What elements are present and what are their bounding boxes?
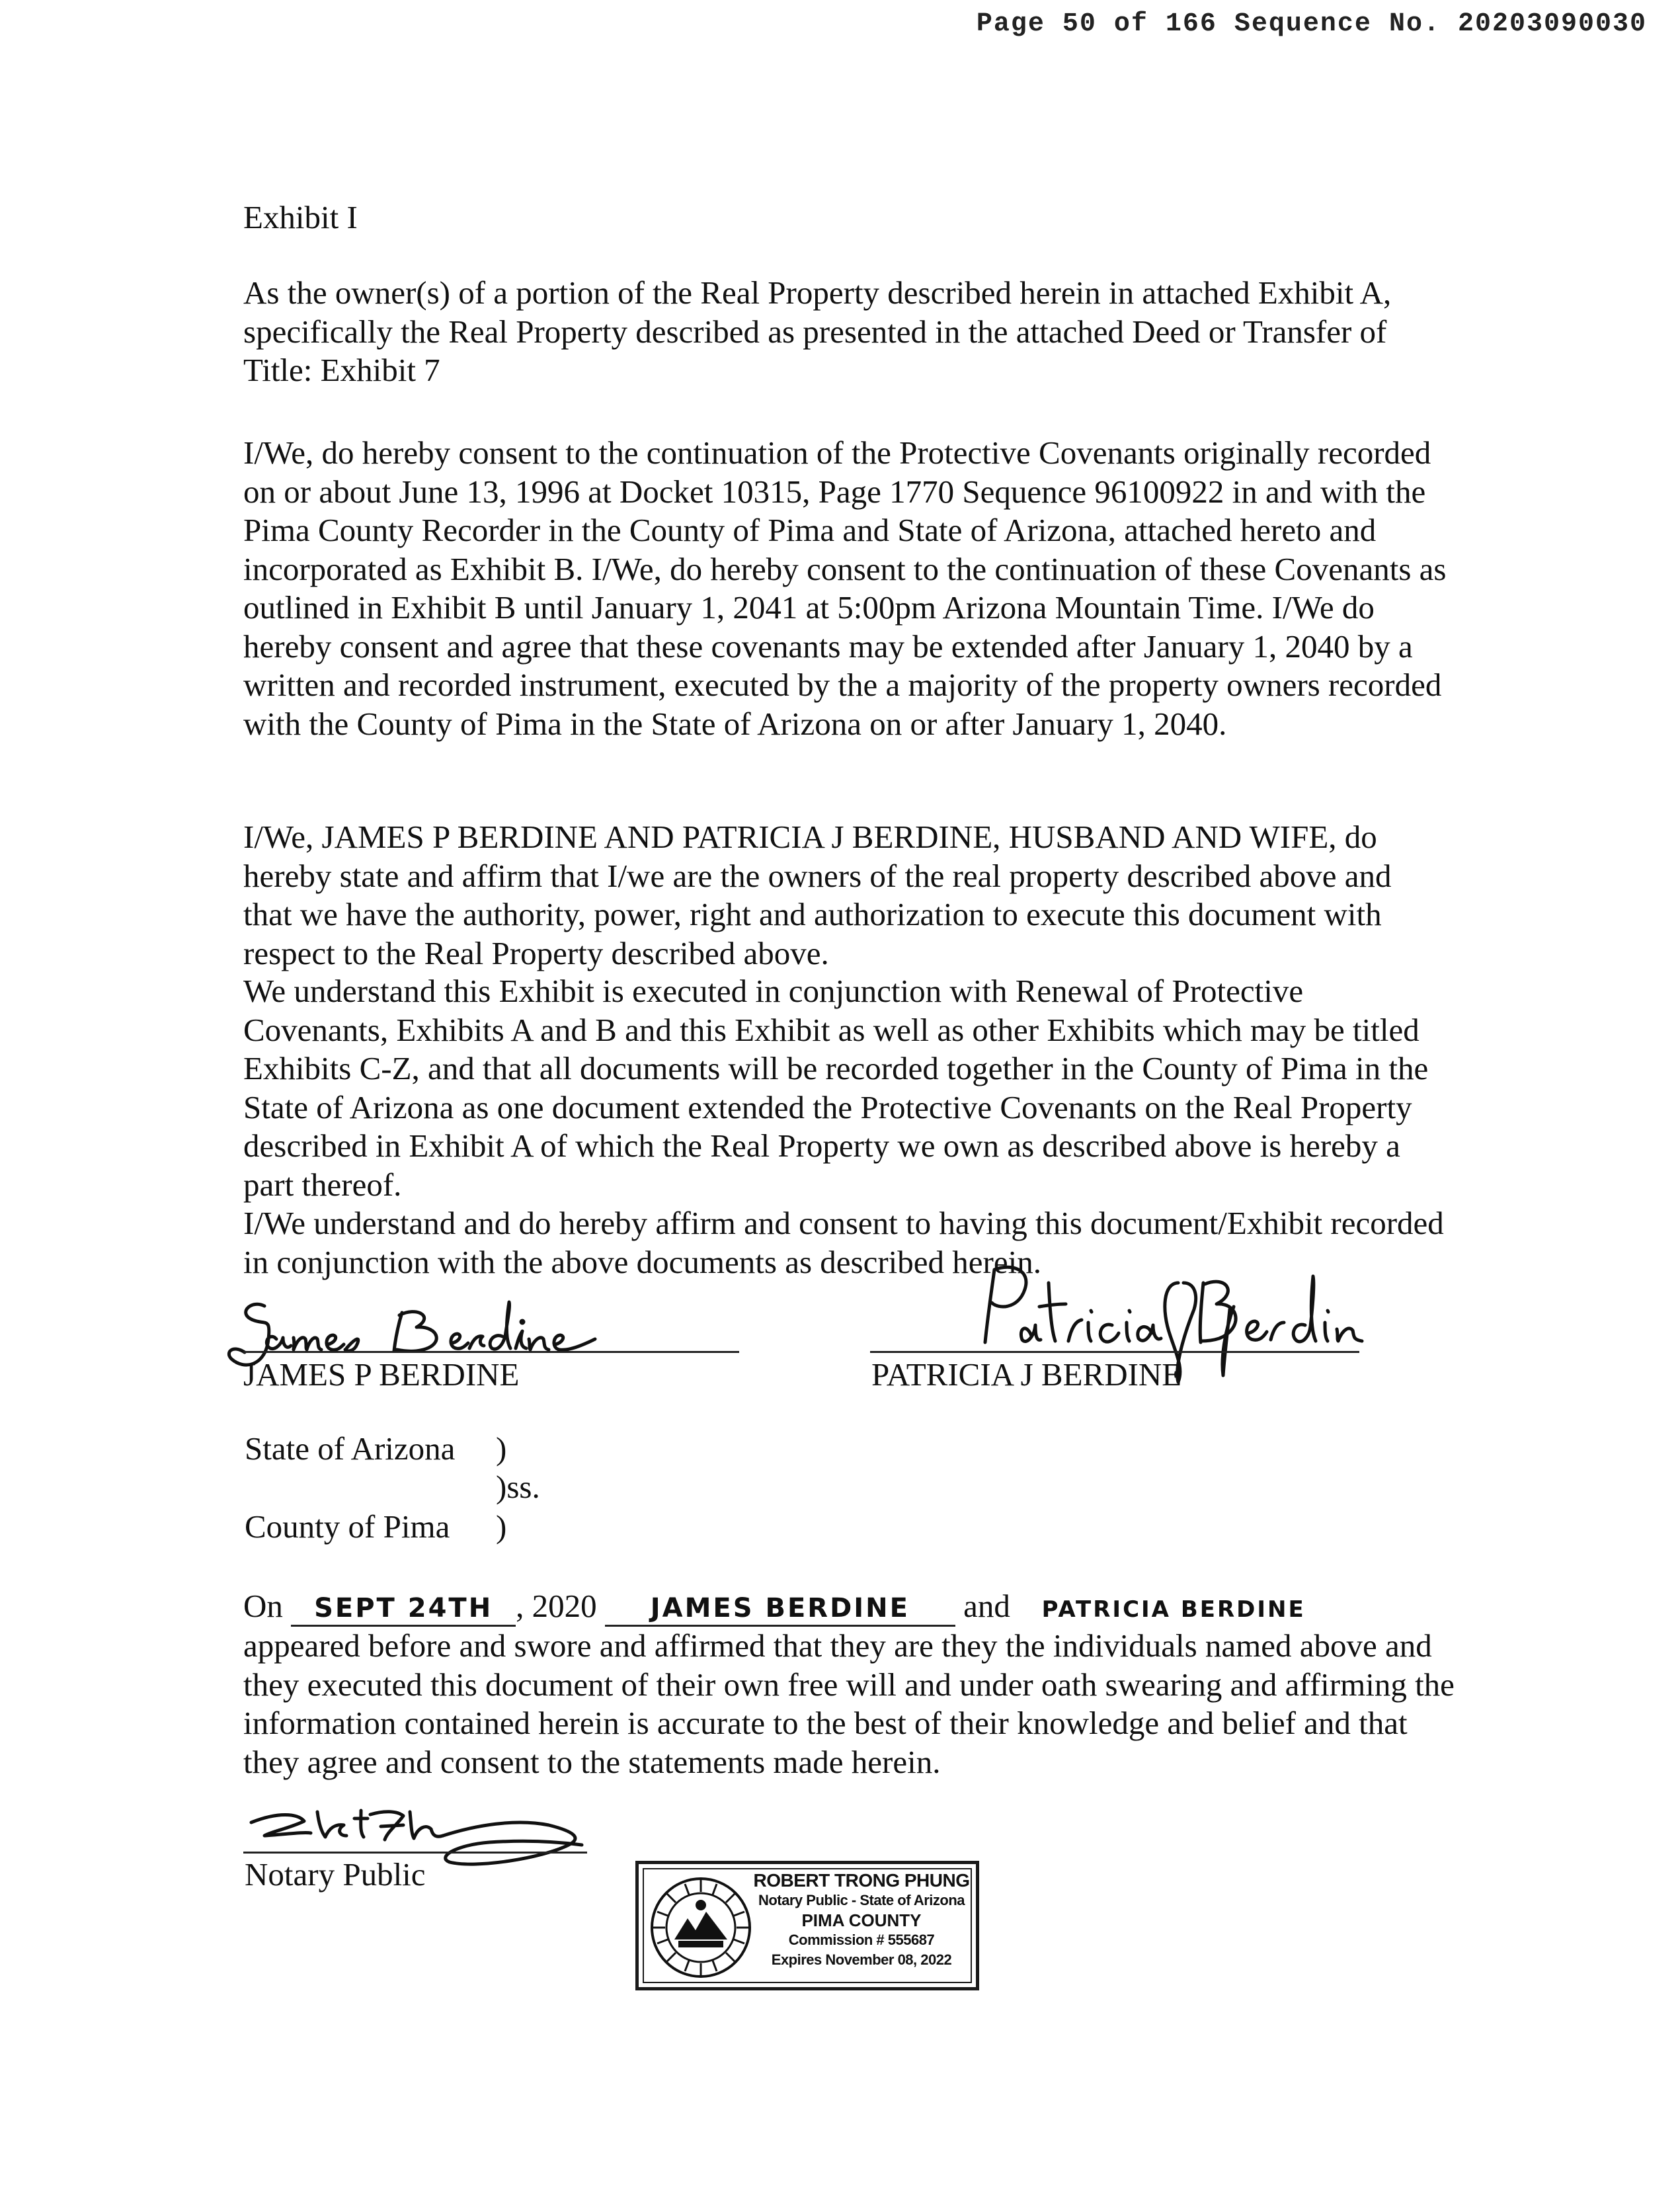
stamp-commission: Commission # 555687: [788, 1932, 935, 1948]
paragraph-1-text: As the owner(s) of a portion of the Real Property described herein in attached Exhibit A, specifically the Real Property described as presented in the attached Deed or Transfer of Title: Exhibit 7: [243, 274, 1392, 388]
title-text: Exhibit I: [243, 199, 358, 235]
ack-date-handwritten: SEPT 24TH: [291, 1592, 516, 1627]
paragraph-ownership: [243, 274, 1447, 390]
venue-state-paren: ): [496, 1430, 507, 1467]
paragraph-understanding: [243, 972, 1447, 1204]
ack-body-text: appeared before and swore and affirmed that they are they the individuals named above and they executed this document of their own free will and under oath swearing and affirming the information contained herein is accurate to the best of their knowledge and belief and that they agree and consent to the statements made herein.: [243, 1627, 1455, 1780]
ack-name1-handwritten: JAMES BERDINE: [605, 1592, 955, 1627]
paragraph-3-text: I/We, JAMES P BERDINE AND PATRICIA J BERDINE, HUSBAND AND WIFE, do hereby state and affirm that I/we are the owners of the real property described above and that we have the authority, power, right and authorization to execute this document with respect to the Real Property described above.: [243, 819, 1392, 971]
venue-county-paren: ): [496, 1508, 507, 1545]
stamp-expires: Expires November 08, 2022: [771, 1951, 952, 1968]
exhibit-title: [243, 198, 1447, 237]
acknowledgment-first-line: [243, 1587, 1460, 1627]
signature-line-2: [870, 1351, 1359, 1353]
venue-ss: )ss.: [496, 1469, 540, 1505]
notary-stamp: [635, 1861, 979, 1990]
paragraph-4-text: We understand this Exhibit is executed in conjunction with Renewal of Protective Covenants, Exhibits A and B and this Exhibit as well as other Exhibits which may be titled Exhibits C-Z, and that all documents will be recorded together in the County of Pima in the State of Arizona as one document extended the Protective Covenants on the Real Property described in Exhibit A of which the Real Property we own as described above is hereby a part thereof.: [243, 973, 1429, 1203]
paragraph-affirmation: [243, 818, 1447, 973]
venue-state: State of Arizona: [245, 1430, 456, 1467]
notary-public-label: Notary Public: [245, 1856, 426, 1893]
paragraph-consent: [243, 434, 1447, 743]
ack-year: , 2020: [516, 1588, 597, 1624]
signer-2-name: PATRICIA J BERDINE: [871, 1356, 1182, 1393]
ack-name2-handwritten: PATRICIA BERDINE: [1041, 1596, 1306, 1623]
signer-1-name: JAMES P BERDINE: [243, 1356, 520, 1393]
acknowledgment: [243, 1587, 1460, 1781]
paragraph-5-text: I/We understand and do hereby affirm and consent to having this document/Exhibit recorded in conjunction with the above documents as described herein.: [243, 1205, 1444, 1280]
arizona-seal-icon: [648, 1875, 754, 1980]
stamp-notary-name: ROBERT TRONG PHUNG: [753, 1870, 970, 1891]
ack-on: On: [243, 1588, 283, 1624]
stamp-county: PIMA COUNTY: [801, 1910, 922, 1930]
stamp-text-block: [752, 1871, 971, 1970]
stamp-notary-title: Notary Public - State of Arizona: [758, 1892, 965, 1908]
signature-line-1: [243, 1351, 739, 1353]
notary-signature-line: [243, 1852, 587, 1854]
venue-county: County of Pima: [245, 1508, 450, 1545]
page-header: Page 50 of 166 Sequence No. 20203090030: [976, 9, 1647, 39]
ack-and: and: [963, 1588, 1010, 1624]
paragraph-2-text: I/We, do hereby consent to the continuation of the Protective Covenants originally recorded on or about June 13, 1996 at Docket 10315, Page 1770 Sequence 96100922 in and with the Pima County Recorder in the County of Pima and State of Arizona, attached hereto and incorporated as Exhibit B. I/We, do hereby consent to the continuation of these Covenants as outlined in Exhibit B until January 1, 2041 at 5:00pm Arizona Mountain Time. I/We do hereby consent and agree that these covenants may be extended after January 1, 2040 by a written and recorded instrument, executed by the a majority of the property owners recorded with the County of Pima in the State of Arizona on or after January 1, 2040.: [243, 434, 1447, 742]
